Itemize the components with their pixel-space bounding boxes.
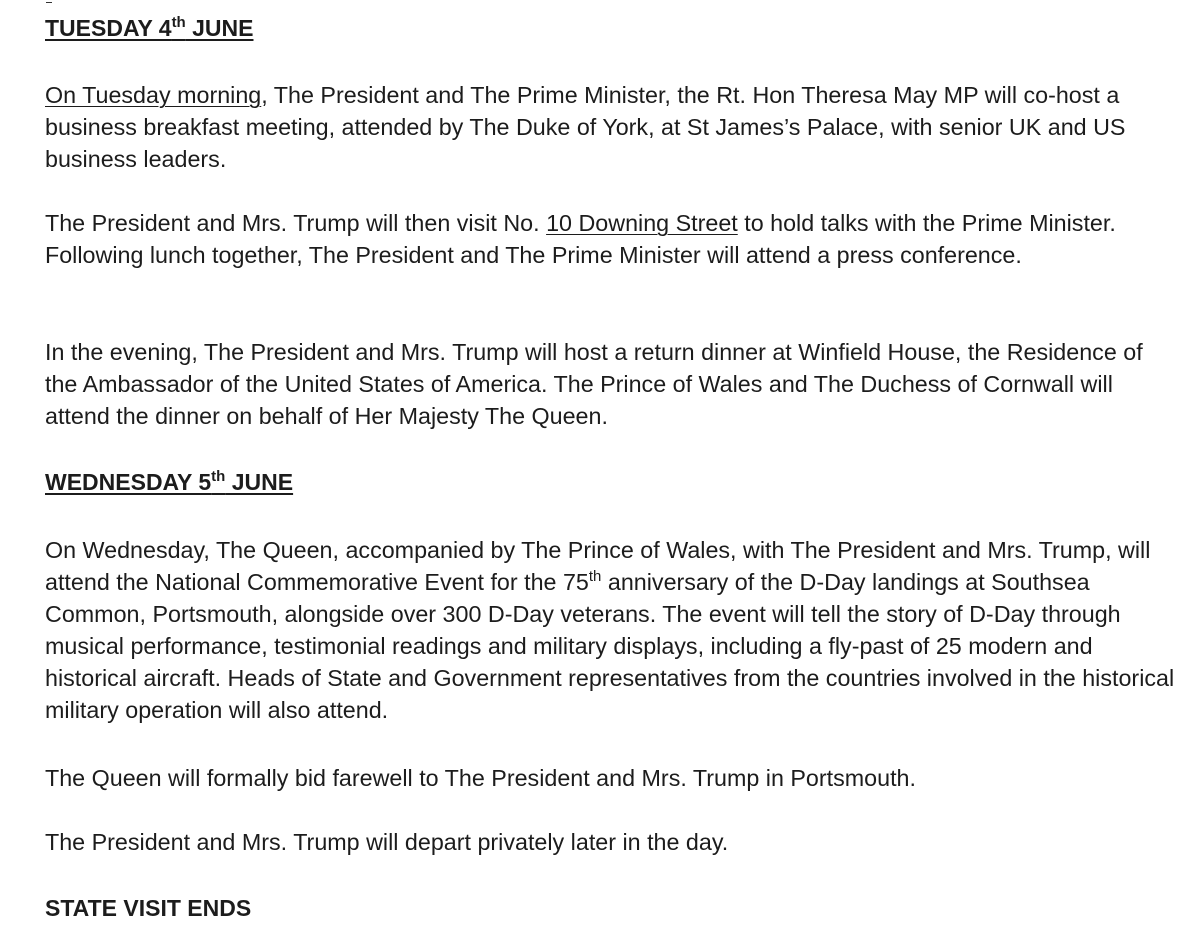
heading-wednesday — [45, 466, 293, 498]
paragraph-wednesday-pre: On Wednesday, The Queen, accompanied by The Prince of Wales, with The President and Mrs. Trump, will attend the National Commemorative Event for the 75 — [45, 537, 1151, 595]
heading-tuesday-month: JUNE — [185, 15, 254, 41]
paragraph-farewell: The Queen will formally bid farewell to The President and Mrs. Trump in Portsmouth. — [45, 765, 916, 791]
paragraph-tuesday-morning — [45, 79, 1175, 175]
heading-wednesday-month: JUNE — [225, 469, 294, 495]
link-tuesday-morning[interactable]: On Tuesday morning — [45, 82, 262, 108]
paragraph-downing-street-post: to hold talks with the Prime Minister. Following lunch together, The President and The Prime Minister will attend a press conference. — [45, 210, 1116, 268]
paragraph-wednesday-post: anniversary of the D-Day landings at Southsea Common, Portsmouth, alongside over 300 D-Day veterans. The event will tell the story of D-Day through musical performance, testimonial readings and military displays, including a fly-past of 25 modern and historical aircraft. Heads of State and Government representatives from the countries involved in the historical military operation will also attend. — [45, 569, 1175, 723]
paragraph-depart: The President and Mrs. Trump will depart privately later in the day. — [45, 829, 729, 855]
paragraph-tuesday-morning-text: , The President and The Prime Minister, the Rt. Hon Theresa May MP will co-host a business breakfast meeting, attended by The Duke of York, at St James’s Palace, with senior UK and US business leaders. — [45, 82, 1126, 172]
paragraph-downing-street-pre: The President and Mrs. Trump will then visit No. — [45, 210, 547, 236]
top-mark — [46, 2, 52, 3]
closing-heading: STATE VISIT ENDS — [45, 895, 252, 921]
heading-tuesday-sup: th — [171, 14, 186, 31]
paragraph-tuesday-evening: In the evening, The President and Mrs. Trump will host a return dinner at Winfield House, the Residence of the Ambassador of the United States of America. The Prince of Wales and The Duchess of Cornwall will attend the dinner on behalf of Her Majesty The Queen. — [45, 339, 1143, 429]
link-downing-street[interactable]: 10 Downing Street — [546, 210, 738, 236]
heading-tuesday-text: TUESDAY 4 — [45, 15, 172, 41]
paragraph-wednesday-sup: th — [588, 568, 602, 585]
paragraph-downing-street — [45, 207, 1175, 271]
heading-wednesday-text: WEDNESDAY 5 — [45, 469, 212, 495]
heading-wednesday-sup: th — [211, 468, 226, 485]
heading-tuesday — [45, 12, 253, 44]
paragraph-wednesday — [45, 534, 1175, 726]
